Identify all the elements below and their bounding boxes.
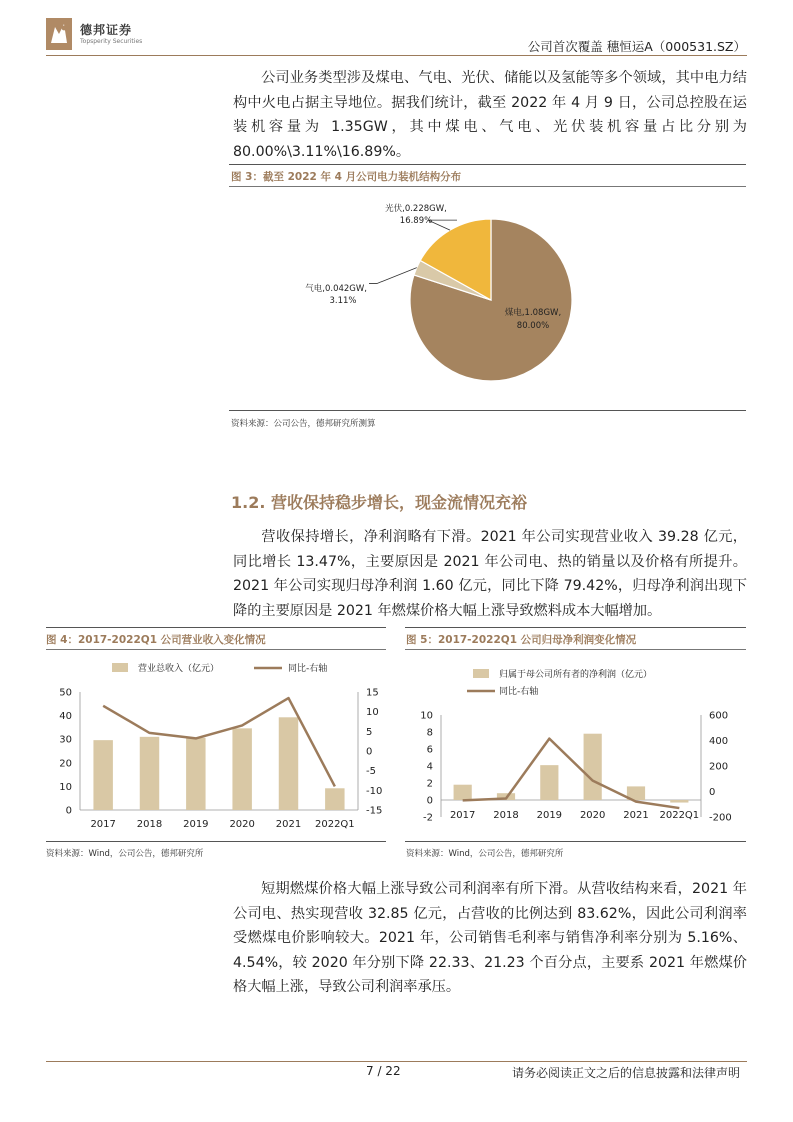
legend-line-label: 同比-右轴: [499, 687, 539, 697]
x-tick-2020: 2020: [579, 810, 606, 821]
bar-2022Q1: [670, 800, 688, 803]
footer-disclaimer: 请务必阅读正文之后的信息披露和法律声明: [511, 1066, 740, 1080]
y-left-tick: 10: [59, 781, 72, 793]
y-left-tick: 0: [65, 805, 72, 817]
bar-2017: [454, 785, 472, 800]
closing-paragraph: [233, 877, 747, 1000]
x-tick-2021: 2021: [275, 819, 302, 830]
figure5-title: 图 5：2017-2022Q1 公司归母净利润变化情况: [406, 634, 637, 646]
revenue-chart: [46, 652, 386, 837]
bar-2019: [540, 765, 558, 800]
x-tick-2019: 2019: [183, 819, 209, 830]
x-tick-2022Q1: 2022Q1: [314, 819, 355, 830]
legend-bar-swatch: [473, 669, 489, 678]
pie-label-solar-pct: 16.89%: [399, 216, 433, 226]
y-left-tick: 6: [426, 744, 433, 756]
legend-line-label: 同比-右轴: [288, 664, 328, 674]
section-paragraph: [233, 525, 747, 623]
header-divider: [46, 55, 747, 56]
y-left-tick: 40: [59, 711, 72, 723]
yoy-line: [463, 739, 680, 808]
y-left-tick: 2: [426, 778, 433, 790]
x-tick-2022Q1: 2022Q1: [659, 810, 700, 821]
y-right-tick: -200: [709, 812, 732, 824]
y-right-tick: 15: [366, 687, 379, 699]
y-right-tick: 600: [709, 710, 729, 722]
y-left-tick: 20: [59, 758, 72, 770]
figure3-title: 图 3：截至 2022 年 4 月公司电力装机结构分布: [231, 171, 462, 183]
y-right-tick: 0: [366, 746, 373, 758]
legend-bar-label: 营业总收入（亿元）: [138, 664, 220, 674]
y-left-tick: 8: [426, 727, 433, 739]
figure4-source: 资料来源：Wind，公司公告，德邦研究所: [46, 849, 204, 859]
bar-2022Q1: [325, 788, 344, 810]
section-title: 1.2. 营收保持稳步增长，现金流情况充裕: [231, 493, 527, 512]
y-left-tick: -2: [423, 812, 433, 824]
y-right-tick: -5: [366, 766, 376, 778]
y-left-tick: 30: [59, 734, 72, 746]
section-text: 营收保持增长，净利润略有下滑。2021 年公司实现营业收入 39.28 亿元，同比增长 13.47%，主要原因是 2021 年公司电、热的销量以及价格有所提升。2021 年公司实现归母净利润 1.60 亿元，同比下降 79.42%，归母净利润出现下降的主要原因是 2021 年燃煤价格大幅上涨导致燃料成本大幅增加。: [233, 529, 747, 619]
figure5-source: 资料来源：Wind，公司公告，德邦研究所: [406, 849, 564, 859]
figure4-top-rule: [46, 627, 386, 628]
footer-divider: [46, 1061, 747, 1062]
x-tick-2018: 2018: [136, 819, 163, 830]
company-logo-icon: [46, 18, 72, 50]
report-title: 公司首次覆盖 穗恒运A（000531.SZ）: [527, 39, 746, 54]
y-left-tick: 4: [426, 761, 433, 773]
y-right-tick: -10: [366, 785, 383, 797]
y-right-tick: 200: [709, 761, 729, 773]
y-right-tick: 400: [709, 736, 729, 747]
x-tick-2018: 2018: [493, 810, 519, 821]
logo-name: 德邦证券: [80, 23, 133, 37]
y-left-tick: 0: [426, 795, 433, 807]
legend-bar-label: 归属于母公司所有者的净利润（亿元）: [499, 670, 653, 680]
y-right-tick: -15: [366, 805, 383, 817]
page-number: 7 / 22: [366, 1064, 401, 1078]
pie-label-gas: 气电,0.042GW,: [305, 284, 367, 294]
pie-label-solar: 光伏,0.228GW,: [385, 204, 447, 214]
figure5-bottom-rule: [405, 841, 746, 842]
pie-label-gas-pct: 3.11%: [329, 296, 357, 306]
figure3-bottom-rule: [229, 410, 746, 411]
x-tick-2020: 2020: [229, 819, 255, 830]
figure4-bottom-rule: [46, 841, 386, 842]
figure4-title: 图 4：2017-2022Q1 公司营业收入变化情况: [46, 634, 266, 646]
net-profit-chart: [405, 652, 746, 837]
bar-2020: [584, 734, 602, 800]
bar-2017: [93, 740, 112, 810]
y-left-tick: 50: [59, 687, 72, 699]
yoy-line: [103, 698, 335, 786]
pie-label-coal-pct: 80.00%: [516, 321, 550, 331]
intro-paragraph: [233, 66, 747, 164]
y-right-tick: 10: [366, 707, 379, 719]
figure5-top-rule: [405, 627, 746, 628]
pie-label-coal: 煤电,1.08GW,: [504, 308, 562, 318]
figure3-source: 资料来源：公司公告，德邦研究所测算: [231, 419, 376, 429]
bar-2019: [186, 738, 205, 810]
y-left-tick: 10: [420, 710, 433, 722]
bar-2021: [279, 717, 298, 810]
bar-2020: [232, 728, 251, 810]
figure4-title-rule: [46, 649, 386, 650]
figure3-top-rule: [229, 164, 746, 165]
closing-text: 短期燃煤价格大幅上涨导致公司利润率有所下滑。从营收结构来看，2021 年公司电、热实现营收 32.85 亿元，占营收的比例达到 83.62%，因此公司利润率受燃煤电价影响较大。2021 年，公司销售毛利率与销售净利率分别为 5.16%、4.54%，较 2020 年分别下降 22.33、21.23 个百分点，主要系 2021 年燃煤价格大幅上涨，导致公司利润率承压。: [233, 881, 747, 996]
legend-bar-swatch: [112, 663, 128, 672]
figure5-title-rule: [405, 649, 746, 650]
pie-leader-gas: [369, 268, 417, 284]
y-right-tick: 0: [709, 787, 716, 798]
x-tick-2019: 2019: [536, 810, 563, 821]
bar-2018: [140, 737, 159, 810]
x-tick-2017: 2017: [90, 819, 116, 830]
logo-english: Topsperity Securities: [80, 38, 143, 45]
x-tick-2017: 2017: [449, 810, 476, 821]
pie-chart: [229, 187, 746, 409]
y-right-tick: 5: [366, 726, 373, 738]
intro-text: 公司业务类型涉及煤电、气电、光伏、储能以及氢能等多个领域，其中电力结构中火电占据主导地位。据我们统计，截至 2022 年 4 月 9 日，公司总控股在运装机容量为 1.35GW，其中煤电、气电、光伏装机容量占比分别为80.00%\3.11%\16.89%。: [233, 70, 747, 160]
x-tick-2021: 2021: [623, 810, 649, 821]
